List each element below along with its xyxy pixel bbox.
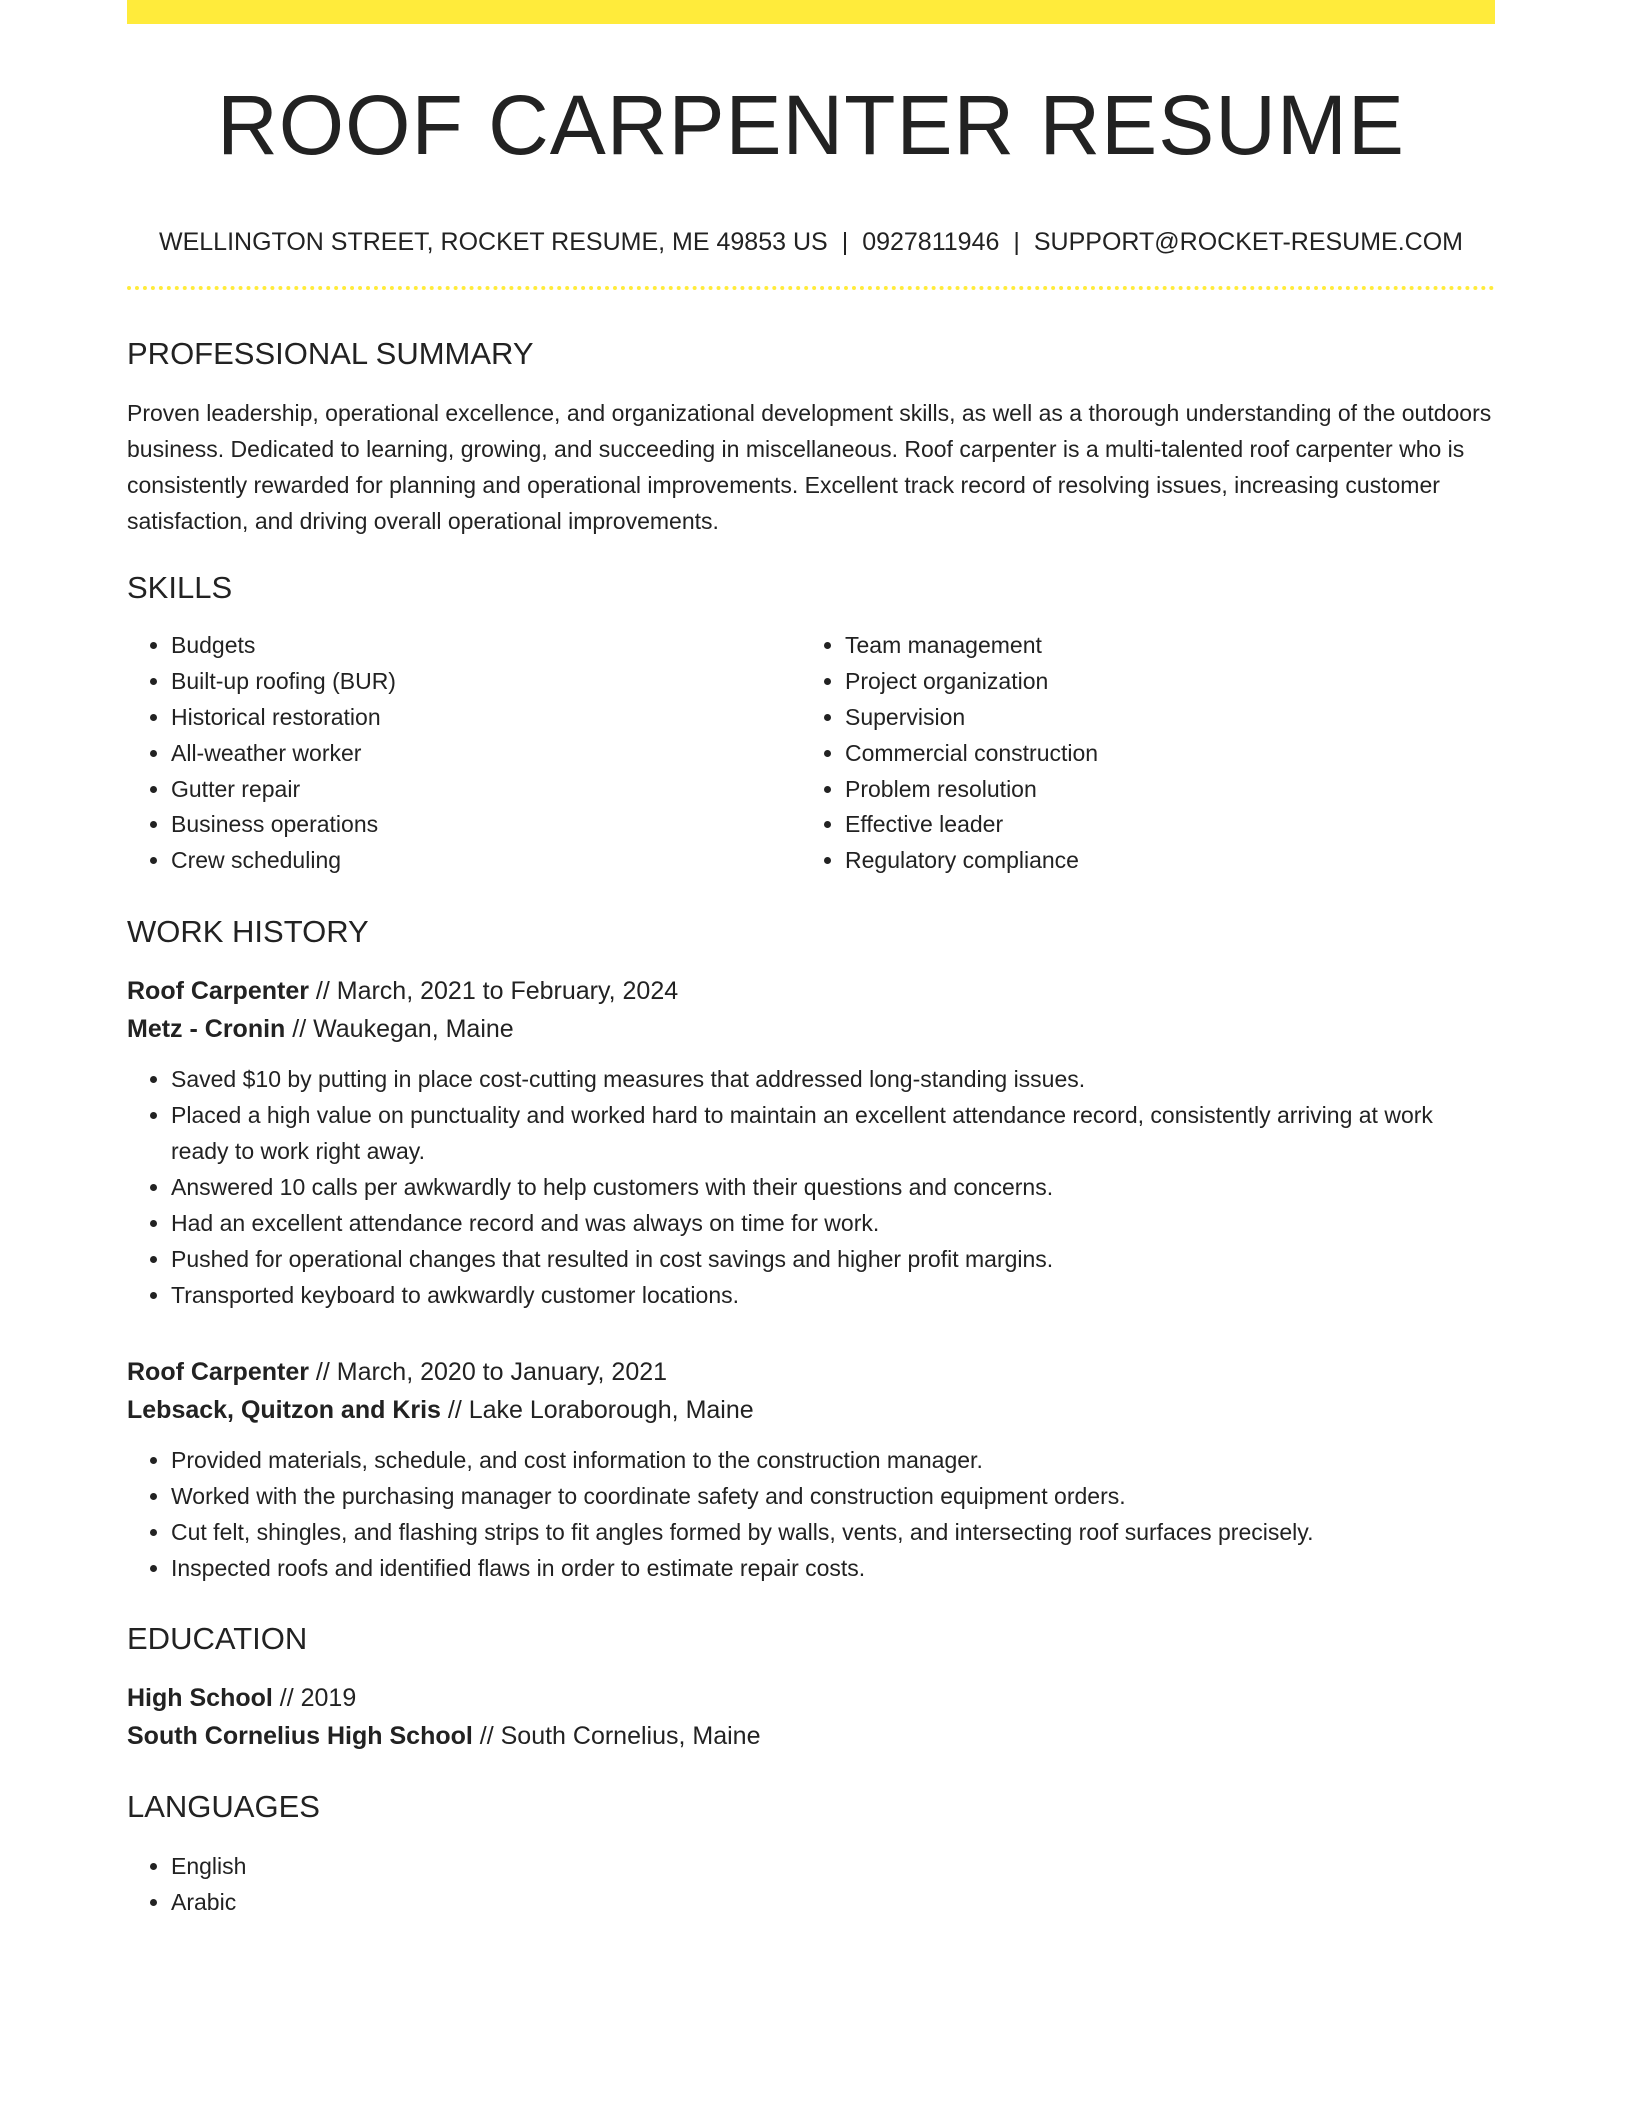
skill-item: • Team management — [845, 628, 1475, 664]
job-dates: // March, 2021 to February, 2024 — [308, 977, 679, 1006]
contact-separator: | — [841, 228, 849, 256]
job-bullet: • Had an excellent attendance record and was always on time for work. — [171, 1205, 1495, 1241]
job-bullet: • Saved $10 by putting in place cost-cutting measures that addressed long-standing issues. — [171, 1061, 1495, 1097]
job-company-line — [127, 1010, 1495, 1048]
skill-item: • Problem resolution — [845, 772, 1475, 808]
contact-line — [127, 227, 1495, 257]
contact-email[interactable]: SUPPORT@ROCKET-RESUME.COM — [1033, 228, 1464, 256]
summary-text: Proven leadership, operational excellence, and organizational development skills, as well as a thorough understanding of the outdoors business. Dedicated to learning, growing, and succeeding in miscellaneous. Roof carpenter is a multi-talented roof carpenter who is consistently rewarded for planning and operational improvements. Excellent track record of resolving issues, increasing customer satisfaction, and driving overall operational improvements. — [127, 400, 1492, 535]
job-bullet: • Placed a high value on punctuality and worked hard to maintain an excellent attendance record, consistently arriving at work ready to work right away. — [171, 1097, 1495, 1169]
resume-title: ROOF CARPENTER RESUME — [217, 78, 1405, 172]
languages-section — [127, 1788, 1495, 1919]
job-bullet: • Worked with the purchasing manager to coordinate safety and construction equipment orders. — [171, 1478, 1495, 1514]
language-item: • English — [171, 1848, 1495, 1884]
skill-item: • Historical restoration — [171, 700, 801, 736]
education-entry — [127, 1679, 1495, 1755]
skill-item: • Commercial construction — [845, 736, 1475, 772]
skill-item: • Budgets — [171, 628, 801, 664]
job-entry — [127, 1353, 1495, 1586]
job-bullet: • Inspected roofs and identified flaws in order to estimate repair costs. — [171, 1550, 1495, 1586]
job-title-line — [127, 972, 1495, 1010]
job-title: Roof Carpenter — [127, 1358, 309, 1387]
resume-page — [127, 0, 1495, 1920]
skill-item: • Gutter repair — [171, 772, 801, 808]
job-bullet: • Answered 10 calls per awkwardly to help customers with their questions and concerns. — [171, 1169, 1495, 1205]
skills-column-left — [127, 628, 801, 879]
skill-item: • Regulatory compliance — [845, 843, 1475, 879]
skill-item: • Project organization — [845, 664, 1475, 700]
top-accent-bar — [127, 0, 1495, 24]
summary-section — [127, 335, 1495, 539]
job-bullets — [127, 1442, 1495, 1586]
job-title-line — [127, 1353, 1495, 1391]
education-section — [127, 1620, 1495, 1755]
job-title: Roof Carpenter — [127, 977, 309, 1006]
languages-list — [127, 1848, 1495, 1920]
job-company: Metz - Cronin — [127, 1015, 286, 1044]
skills-heading: SKILLS — [127, 570, 233, 606]
language-item: • Arabic — [171, 1884, 1495, 1920]
job-bullets — [127, 1061, 1495, 1313]
skills-grid — [127, 628, 1495, 879]
job-entry — [127, 972, 1495, 1313]
summary-heading: PROFESSIONAL SUMMARY — [127, 336, 534, 371]
job-bullet: • Cut felt, shingles, and flashing strips to fit angles formed by walls, vents, and intersecting roof surfaces precisely. — [171, 1514, 1495, 1550]
contact-address: WELLINGTON STREET, ROCKET RESUME, ME 49853 US — [158, 228, 828, 256]
job-bullet: • Transported keyboard to awkwardly customer locations. — [171, 1277, 1495, 1313]
job-bullet: • Pushed for operational changes that resulted in cost savings and higher profit margins. — [171, 1241, 1495, 1277]
skills-list-right — [801, 628, 1475, 879]
skills-column-right — [801, 628, 1475, 879]
education-school: South Cornelius High School — [127, 1722, 473, 1751]
job-location: // Waukegan, Maine — [285, 1015, 514, 1044]
skill-item: • Supervision — [845, 700, 1475, 736]
job-bullet: • Provided materials, schedule, and cost information to the construction manager. — [171, 1442, 1495, 1478]
skill-item: • Built-up roofing (BUR) — [171, 664, 801, 700]
education-location: // South Cornelius, Maine — [472, 1722, 761, 1751]
education-school-line — [127, 1717, 1495, 1755]
languages-heading: LANGUAGES — [127, 1789, 320, 1825]
education-degree: High School — [127, 1684, 273, 1713]
work-history-heading: WORK HISTORY — [127, 913, 369, 949]
job-company-line — [127, 1391, 1495, 1429]
job-location: // Lake Loraborough, Maine — [440, 1396, 754, 1425]
job-dates: // March, 2020 to January, 2021 — [308, 1358, 668, 1387]
dotted-divider — [127, 286, 1495, 290]
skill-item: • Crew scheduling — [171, 843, 801, 879]
contact-phone: 0927811946 — [862, 228, 1000, 256]
education-degree-line — [127, 1679, 1495, 1717]
skill-item: • Business operations — [171, 807, 801, 843]
work-history-section — [127, 913, 1495, 1586]
skills-list-left — [127, 628, 801, 879]
contact-separator: | — [1013, 228, 1020, 256]
job-company: Lebsack, Quitzon and Kris — [127, 1396, 441, 1425]
education-year: // 2019 — [272, 1684, 357, 1713]
skills-section — [127, 569, 1495, 879]
education-heading: EDUCATION — [127, 1621, 308, 1657]
skill-item: • All-weather worker — [171, 736, 801, 772]
skill-item: • Effective leader — [845, 807, 1475, 843]
